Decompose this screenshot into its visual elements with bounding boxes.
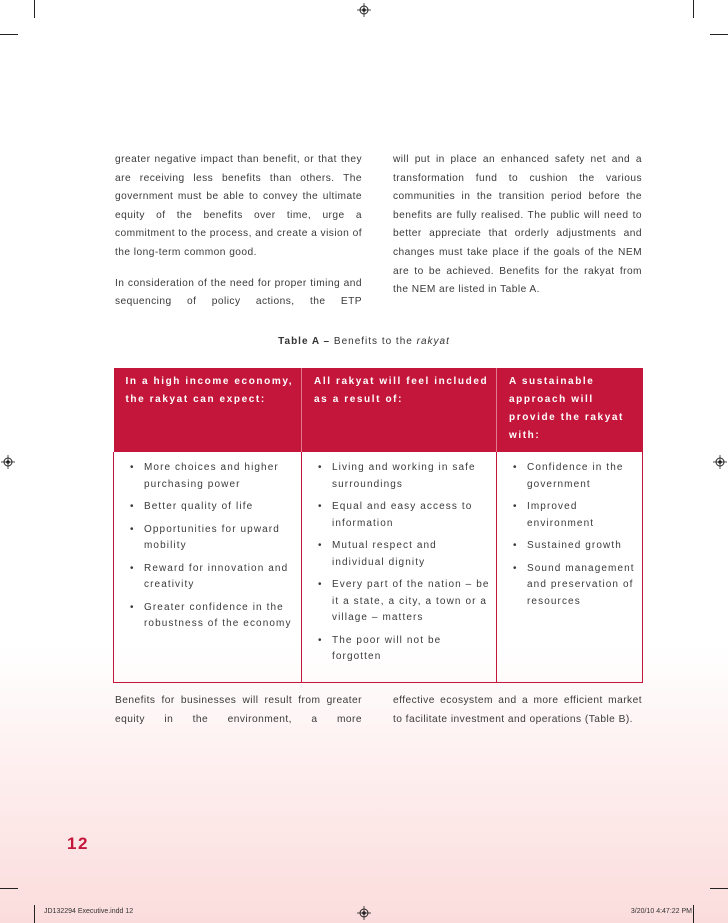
bullet-list [312,460,490,666]
table-row [114,452,643,682]
bullet-list [507,460,636,610]
table-header-cell: All rakyat will feel included as a result of: [302,368,497,452]
list-item: • Living and working in safe surroundings [312,460,490,493]
table-cell [114,452,302,682]
bullet-list [124,460,295,633]
table-header-cell: A sustainable approach will provide the rakyat with: [497,368,643,452]
paragraph: In consideration of the need for proper timing and sequencing of policy actions, the ETP [115,277,362,308]
list-item: • Improved environment [507,499,636,532]
benefits-table [113,368,643,683]
crop-mark [0,888,18,889]
registration-mark-icon [357,906,371,920]
list-item: • Better quality of life [124,499,295,516]
table-caption-label: Table A – [278,336,331,347]
crop-mark [0,34,18,35]
slug-timestamp: 3/20/10 4:47:22 PM [630,908,692,915]
list-item: • Every part of the nation – be it a state, a city, a town or a village – matters [312,577,490,627]
registration-mark-icon [1,455,15,469]
paragraph: will put in place an enhanced safety net and a transformation fund to cushion the various communities in the transition period before the benefits are fully realised. The public will need to better appreciate that orderly adjustments and changes must take place if the goals of the NEM are to be achieved. Benefits for the rakyat from the NEM are listed in Table A. [393,154,642,296]
list-item: • Sustained growth [507,538,636,555]
body-column-right [393,692,642,741]
crop-mark [34,0,35,18]
crop-mark [693,905,694,923]
paragraph: greater negative impact than benefit, or that they are receiving less benefits than others. The government must be able to convey the ultimate equity of the benefits over time, urge a commitment to the process, and create a vision of the long-term common good. [115,154,362,258]
paragraph: effective ecosystem and a more efficient market to facilitate investment and operations (Table B). [393,695,642,725]
paragraph: Benefits for businesses will result from greater equity in the environment, a more [115,695,362,725]
list-item: • Reward for innovation and creativity [124,561,295,594]
list-item: • Sound management and preservation of resources [507,561,636,611]
table-caption [0,336,728,347]
table-cell [497,452,643,682]
body-column-left [115,692,362,741]
table-header-row [114,368,643,452]
body-column-right [393,151,642,312]
table-cell [302,452,497,682]
list-item: • Greater confidence in the robustness of the economy [124,600,295,633]
table-caption-emphasis: rakyat [416,336,450,347]
registration-mark-icon [713,455,727,469]
list-item: • Equal and easy access to information [312,499,490,532]
crop-mark [693,0,694,18]
crop-mark [34,905,35,923]
table-header-cell: In a high income economy, the rakyat can expect: [114,368,302,452]
list-item: • Opportunities for upward mobility [124,522,295,555]
crop-mark [710,34,728,35]
table-caption-text: Benefits to the [333,336,413,347]
body-column-left [115,151,362,324]
crop-mark [710,888,728,889]
list-item: • Confidence in the government [507,460,636,493]
list-item: • More choices and higher purchasing power [124,460,295,493]
list-item: • Mutual respect and individual dignity [312,538,490,571]
slug-file-name: JD132294 Executive.indd 12 [44,908,134,915]
list-item: • The poor will not be forgotten [312,633,490,666]
registration-mark-icon [357,3,371,17]
page-number: 12 [67,834,89,853]
